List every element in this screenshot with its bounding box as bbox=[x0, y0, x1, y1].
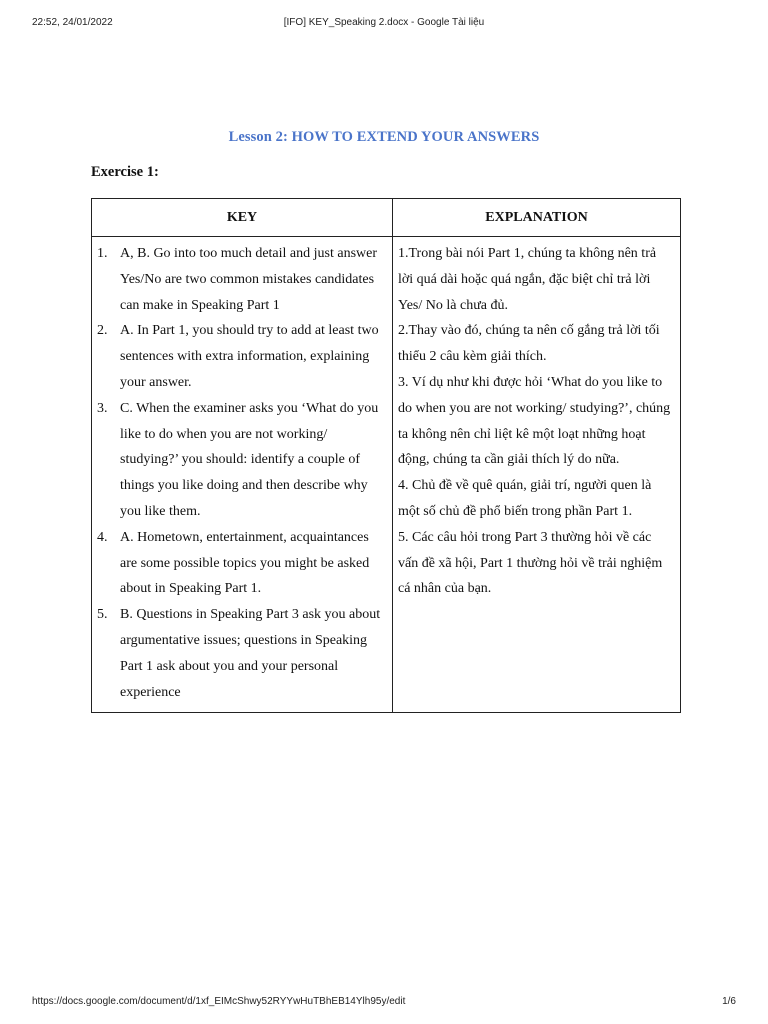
list-item-text: B. Questions in Speaking Part 3 ask you about argumentative issues; questions in Speaking Part 1 ask about you and your personal experience bbox=[120, 607, 381, 700]
explanation-paragraph: 5. Các câu hỏi trong Part 3 thường hỏi về các vấn đề xã hội, Part 1 thường hỏi về trải nghiệm cá nhân của bạn. bbox=[398, 529, 663, 597]
exercise-label: Exercise 1: bbox=[91, 164, 159, 180]
print-footer bbox=[32, 996, 736, 1010]
explanation-paragraph: 2.Thay vào đó, chúng ta nên cố gắng trả lời tối thiểu 2 câu kèm giải thích. bbox=[398, 323, 660, 365]
list-item-text: A. In Part 1, you should try to add at least two sentences with extra information, explaining your answer. bbox=[120, 323, 379, 390]
list-item bbox=[92, 602, 386, 705]
explanation-cell bbox=[393, 237, 681, 713]
explanation-paragraph: 3. Ví dụ như khi được hỏi ‘What do you like to do when you are not working/ studying?’, chúng ta không nên chỉ liệt kê một loạt những hoạt động, chúng ta cần giải thích lý do nữa. bbox=[398, 374, 671, 468]
header-explanation: EXPLANATION bbox=[393, 199, 681, 237]
list-item-number: 1. bbox=[97, 246, 108, 261]
print-doc-title: [IFO] KEY_Speaking 2.docx - Google Tài liệu bbox=[283, 17, 485, 28]
list-item-number: 4. bbox=[97, 529, 108, 545]
lesson-title: Lesson 2: HOW TO EXTEND YOUR ANSWERS bbox=[228, 129, 540, 145]
list-item bbox=[92, 396, 386, 525]
print-header bbox=[32, 17, 736, 31]
table-row bbox=[92, 237, 681, 713]
list-item-number: 2. bbox=[97, 323, 108, 339]
answer-key-table bbox=[91, 198, 681, 713]
key-list bbox=[92, 241, 386, 705]
explanation-paragraph: 1.Trong bài nói Part 1, chúng ta không nên trả lời quá dài hoặc quá ngắn, đặc biệt chỉ trả lời Yes/ No là chưa đủ. bbox=[398, 246, 657, 313]
table-header-row bbox=[92, 199, 681, 237]
list-item bbox=[92, 241, 386, 318]
page-number: 1/6 bbox=[722, 996, 736, 1007]
list-item bbox=[92, 525, 386, 602]
list-item-text: C. When the examiner asks you ‘What do you like to do when you are not working/ studying?’ you should: identify a couple of things you like doing and then describe why you like them. bbox=[120, 400, 379, 519]
list-item bbox=[92, 318, 386, 395]
explanation-paragraph: 4. Chủ đề về quê quán, giải trí, người quen là một số chủ đề phổ biến trong phần Part 1. bbox=[398, 478, 652, 519]
print-url: https://docs.google.com/document/d/1xf_EIMcShwy52RYYwHuTBhEB14Ylh95y/edit bbox=[32, 996, 406, 1007]
list-item-text: A. Hometown, entertainment, acquaintances are some possible topics you might be asked about in Speaking Part 1. bbox=[120, 529, 370, 597]
print-datetime: 22:52, 24/01/2022 bbox=[32, 17, 113, 28]
list-item-number: 5. bbox=[97, 607, 108, 623]
key-cell bbox=[92, 237, 393, 713]
header-key: KEY bbox=[92, 199, 393, 237]
list-item-text: A, B. Go into too much detail and just answer Yes/No are two common mistakes candidates can make in Speaking Part 1 bbox=[120, 246, 378, 313]
list-item-number: 3. bbox=[97, 400, 108, 416]
